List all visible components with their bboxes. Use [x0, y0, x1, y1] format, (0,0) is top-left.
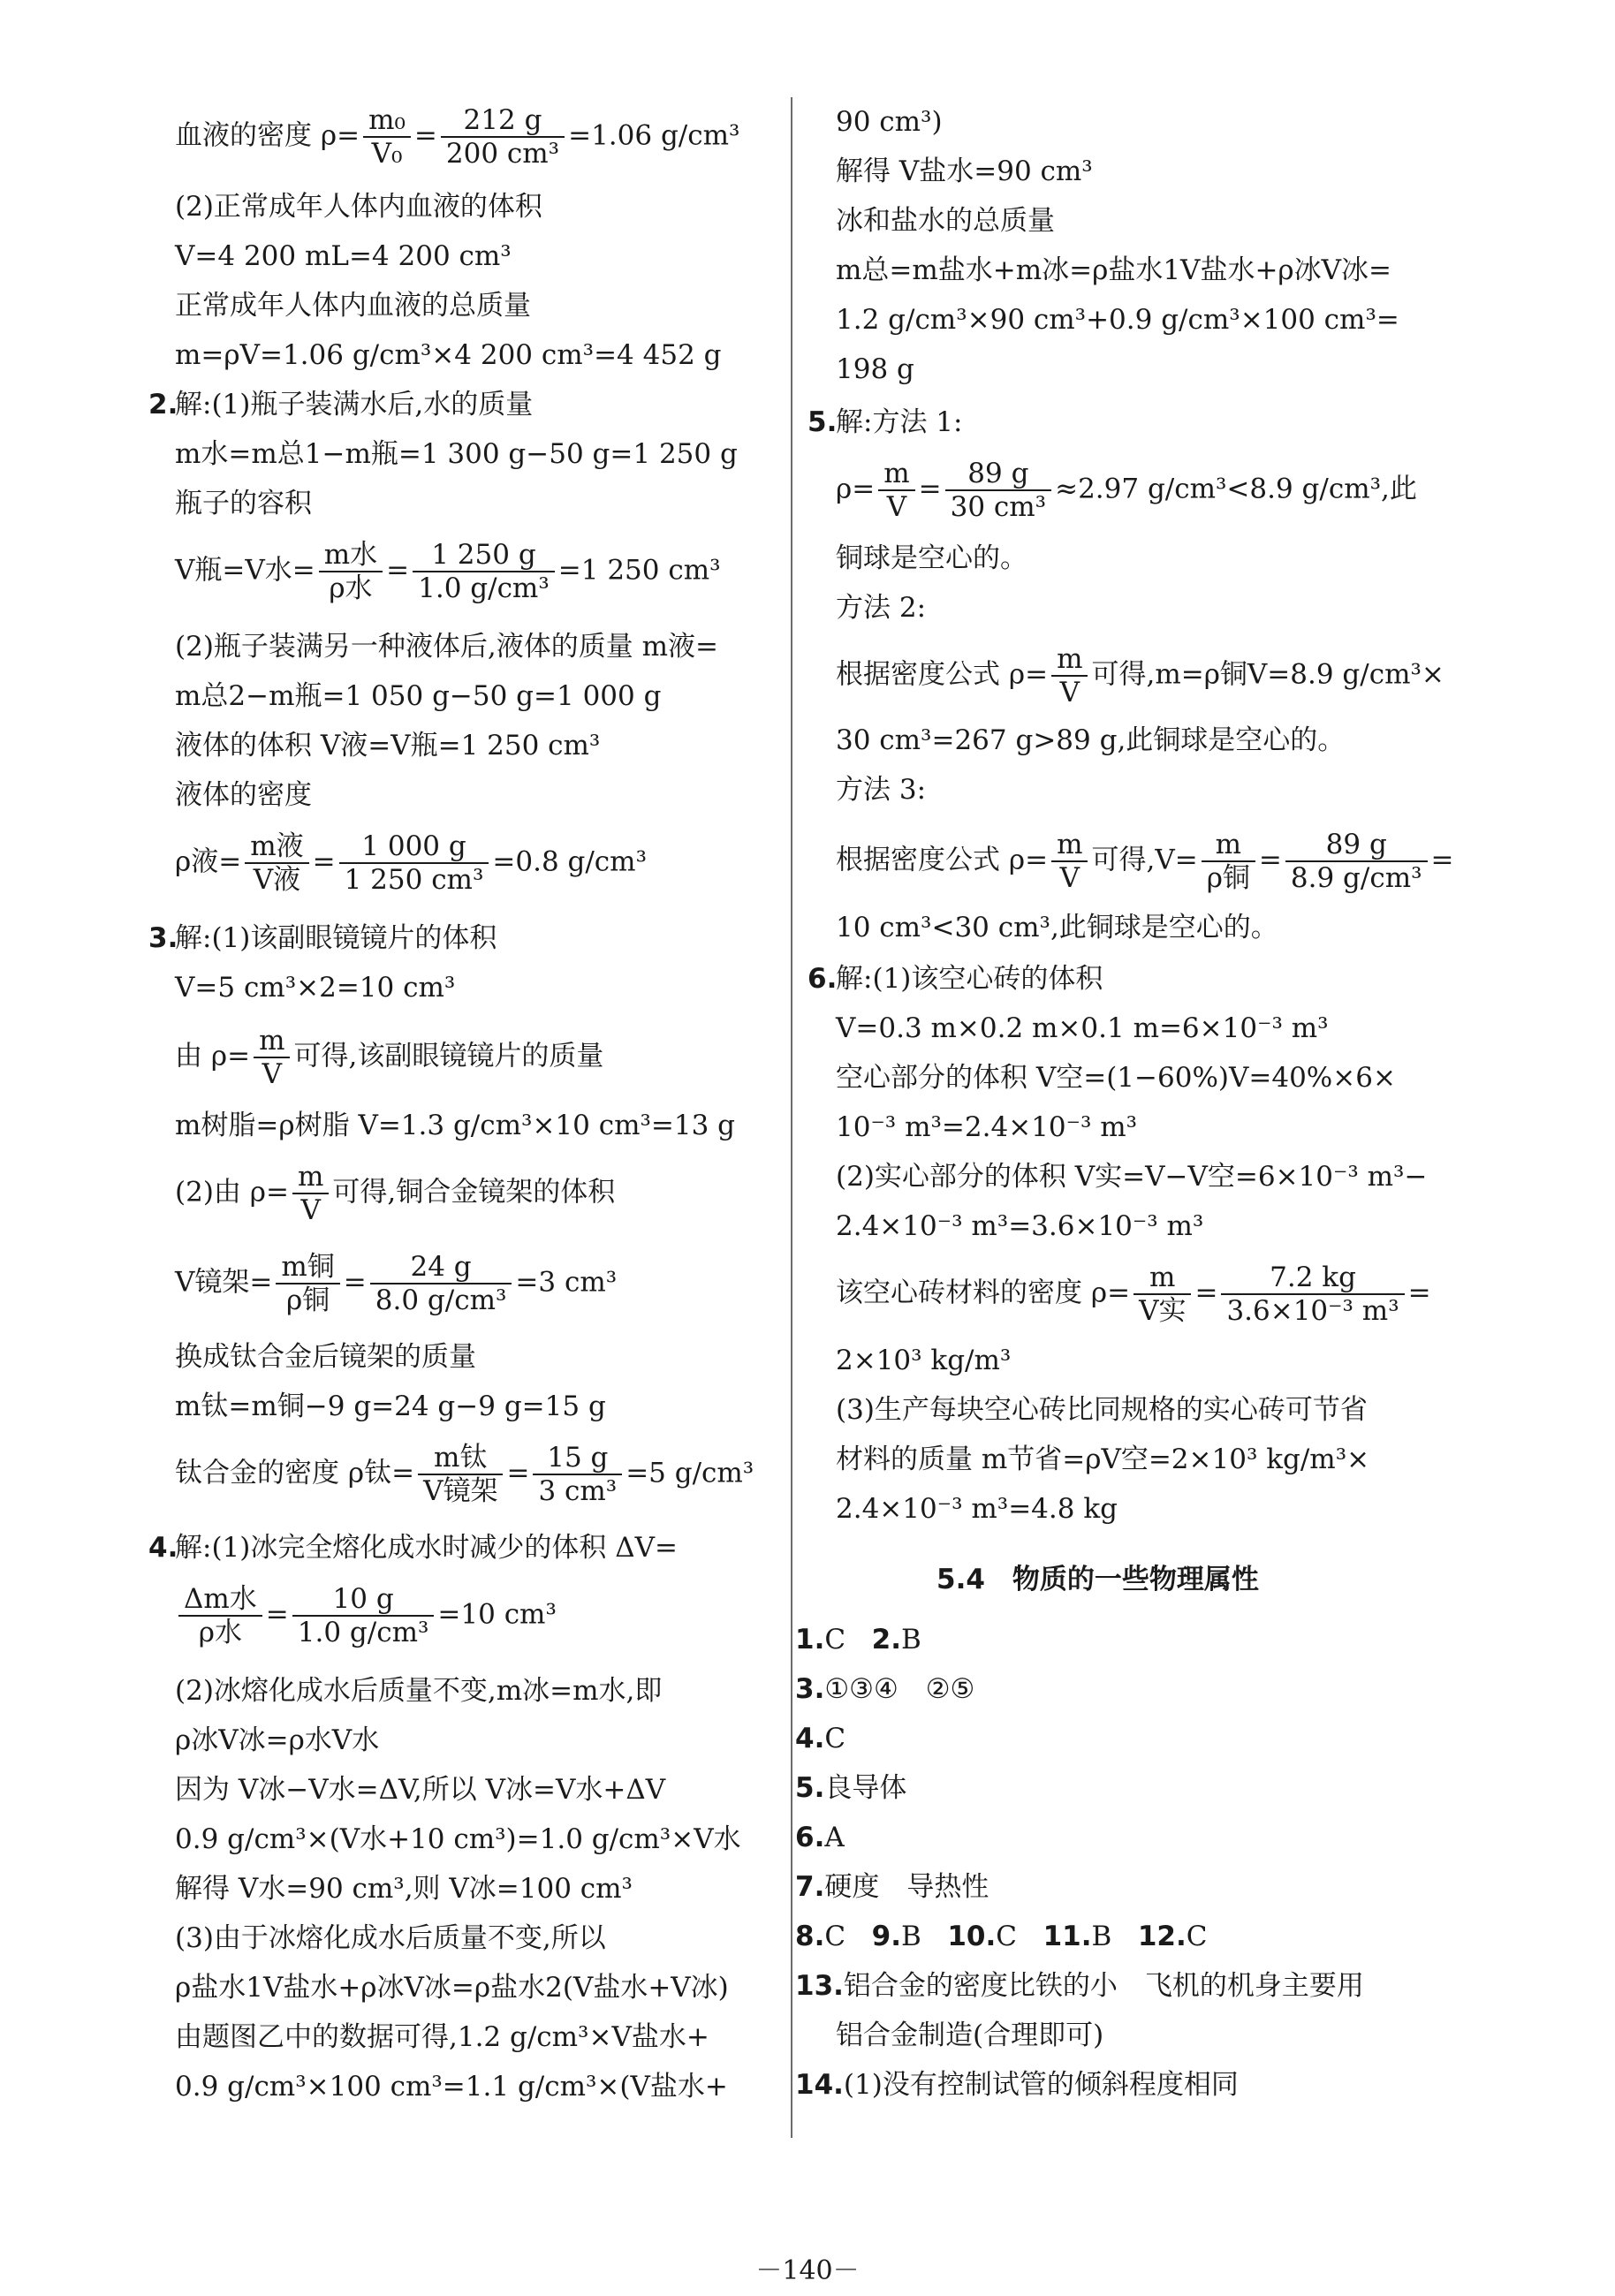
answer-line: 铝合金制造(合理即可) — [836, 2019, 1104, 2051]
fraction — [533, 1442, 622, 1507]
fraction — [1221, 1262, 1404, 1327]
answer-line: (2)瓶子装满另一种液体后,液体的质量 m液= — [175, 631, 718, 663]
answer-line: (2)实心部分的体积 V实=V−V空=6×10⁻³ m³− — [836, 1161, 1428, 1193]
numerator: m₀ — [363, 104, 411, 138]
denominator: V — [1059, 862, 1080, 894]
text: 可得,该副眼镜镜片的质量 — [293, 1040, 604, 1072]
question-number: 10. — [947, 1921, 997, 1952]
answer-line: (3)由于冰熔化成水后质量不变,所以 — [175, 1922, 606, 1954]
numerator: m水 — [319, 539, 383, 572]
answer-line: 因为 V冰−V水=ΔV,所以 V冰=V水+ΔV — [175, 1774, 666, 1806]
question-number: 6. — [808, 963, 838, 995]
answer-line: 解:(1)冰完全熔化成水时减少的体积 ΔV= — [175, 1532, 678, 1564]
numerator: 1 250 g — [413, 539, 555, 572]
answer-line: 2.4×10⁻³ m³=4.8 kg — [836, 1493, 1118, 1525]
text: V瓶=V水= — [175, 554, 315, 587]
text: 根据密度公式 ρ= — [836, 658, 1049, 691]
answer-line: 10⁻³ m³=2.4×10⁻³ m³ — [836, 1111, 1138, 1143]
answer-line: 解:(1)瓶子装满水后,水的质量 — [175, 389, 534, 421]
answer-line: 冰和盐水的总质量 — [836, 205, 1055, 237]
denominator: ρ水 — [198, 1617, 243, 1648]
answer-14 — [795, 2067, 1239, 2103]
question-number: 8. — [795, 1921, 825, 1952]
question-number: 5. — [795, 1772, 825, 1804]
numerator: 15 g — [533, 1442, 622, 1475]
denominator: 1.0 g/cm³ — [418, 572, 550, 604]
fraction — [245, 830, 308, 896]
denominator: 8.9 g/cm³ — [1290, 862, 1422, 894]
numerator: m铜 — [276, 1251, 339, 1284]
answer-line: 解得 V水=90 cm³,则 V冰=100 cm³ — [175, 1873, 633, 1905]
answer-5 — [795, 1770, 906, 1806]
numerator: 1 000 g — [339, 830, 489, 864]
answer: (1)没有控制试管的倾斜程度相同 — [843, 2069, 1239, 2101]
answer-line: 解:(1)该副眼镜镜片的体积 — [175, 922, 497, 954]
bottle-volume-line — [175, 539, 721, 604]
answer-line: m总2−m瓶=1 050 g−50 g=1 000 g — [175, 680, 662, 712]
page-number: －140－ — [755, 2255, 860, 2286]
answer: C — [996, 1921, 1018, 1952]
answer: C — [824, 1624, 846, 1656]
method1-density-line — [836, 458, 1417, 523]
answer-line: V=5 cm³×2=10 cm³ — [175, 972, 456, 1004]
fraction — [1051, 643, 1088, 709]
answer-line: 0.9 g/cm³×100 cm³=1.1 g/cm³×(V盐水+ — [175, 2071, 728, 2103]
answer: C — [824, 1723, 846, 1754]
denominator: 3 cm³ — [538, 1475, 618, 1507]
answer-line: 换成钛合金后镜架的质量 — [175, 1341, 476, 1373]
numerator: Δm水 — [178, 1583, 262, 1617]
question-number: 3. — [148, 922, 178, 954]
text: 可得,铜合金镜架的体积 — [332, 1176, 616, 1209]
denominator: 30 cm³ — [950, 491, 1047, 523]
text: =5 g/cm³ — [626, 1457, 754, 1489]
answer-line: (2)正常成年人体内血液的体积 — [175, 191, 542, 223]
answer-line: 空心部分的体积 V空=(1−60%)V=40%×6× — [836, 1062, 1396, 1094]
numerator: m钛 — [418, 1442, 503, 1475]
answer-4 — [795, 1721, 845, 1756]
text: 可得,m=ρ铜V=8.9 g/cm³× — [1091, 658, 1444, 691]
denominator: V — [886, 491, 907, 523]
volume-change-line — [175, 1583, 557, 1648]
denominator: 1 250 cm³ — [344, 864, 484, 896]
fraction — [1202, 829, 1255, 894]
answers-1-2 — [795, 1622, 921, 1657]
formula-line — [175, 1161, 615, 1226]
answer-line: m树脂=ρ树脂 V=1.3 g/cm³×10 cm³=13 g — [175, 1110, 736, 1141]
answer-line: 2.4×10⁻³ m³=3.6×10⁻³ m³ — [836, 1210, 1204, 1242]
text: = — [918, 473, 942, 505]
answer: C — [1186, 1921, 1208, 1952]
answer-line: 正常成年人体内血液的总质量 — [175, 290, 531, 322]
denominator: V — [300, 1194, 321, 1226]
denominator: V实 — [1139, 1295, 1187, 1327]
question-number: 11. — [1043, 1921, 1092, 1952]
answer-line: 液体的密度 — [175, 779, 312, 811]
numerator: 10 g — [292, 1583, 435, 1617]
question-number: 13. — [795, 1970, 844, 2002]
denominator: ρ水 — [329, 572, 373, 604]
text: ρ液= — [175, 845, 242, 878]
question-number: 9. — [871, 1921, 902, 1952]
numerator: m — [254, 1025, 290, 1058]
answer-line: 液体的体积 V液=V瓶=1 250 cm³ — [175, 730, 601, 762]
answer: C — [824, 1921, 846, 1952]
text: V镜架= — [175, 1266, 273, 1299]
denominator: V镜架 — [423, 1475, 498, 1507]
liquid-density-line — [175, 830, 647, 896]
brick-density-line — [836, 1262, 1431, 1327]
fraction — [339, 830, 489, 896]
text: = — [386, 554, 410, 587]
text: =3 cm³ — [515, 1266, 618, 1299]
answer-line: 解:方法 1: — [836, 406, 963, 438]
answer: ①③④ ②⑤ — [824, 1673, 975, 1705]
question-number: 3. — [795, 1673, 825, 1705]
fraction — [878, 458, 914, 523]
numerator: m — [878, 458, 914, 491]
text: = — [506, 1457, 530, 1489]
text: = — [312, 845, 336, 878]
denominator: 8.0 g/cm³ — [375, 1284, 507, 1316]
answer-line: V=4 200 mL=4 200 cm³ — [175, 240, 512, 272]
answer-line: 解:(1)该空心砖的体积 — [836, 963, 1103, 995]
answer-line: m总=m盐水+m冰=ρ盐水1V盐水+ρ冰V冰= — [836, 254, 1392, 286]
answer: B — [901, 1921, 921, 1952]
answer-line: 方法 2: — [836, 592, 927, 624]
answer: B — [901, 1624, 921, 1656]
text: 钛合金的密度 ρ钛= — [175, 1457, 415, 1489]
fraction — [363, 104, 411, 170]
answer-line: 2×10³ kg/m³ — [836, 1345, 1012, 1376]
text: ρ= — [836, 473, 876, 505]
text: 根据密度公式 ρ= — [836, 844, 1049, 876]
denominator: 3.6×10⁻³ m³ — [1226, 1295, 1399, 1327]
denominator: 200 cm³ — [445, 138, 560, 170]
numerator: 7.2 kg — [1221, 1262, 1404, 1295]
fraction — [319, 539, 383, 604]
answer-line: 10 cm³<30 cm³,此铜球是空心的。 — [836, 912, 1278, 943]
fraction — [292, 1161, 329, 1226]
method2-line — [836, 643, 1444, 709]
fraction — [1051, 829, 1088, 894]
answer: 硬度 导热性 — [824, 1871, 989, 1903]
answer-line: 1.2 g/cm³×90 cm³+0.9 g/cm³×100 cm³= — [836, 304, 1399, 336]
answer-line: 198 g — [836, 353, 914, 385]
answer-3 — [795, 1671, 974, 1707]
question-number: 6. — [795, 1822, 825, 1853]
numerator: m液 — [245, 830, 308, 864]
question-number: 5. — [808, 406, 838, 438]
blood-density-line — [175, 104, 739, 170]
denominator: V — [262, 1058, 282, 1090]
answer-line: m=ρV=1.06 g/cm³×4 200 cm³=4 452 g — [175, 339, 722, 371]
question-number: 1. — [795, 1624, 825, 1656]
answer-line: V=0.3 m×0.2 m×0.1 m=6×10⁻³ m³ — [836, 1012, 1329, 1044]
fraction — [1134, 1262, 1191, 1327]
answer-line: ρ冰V冰=ρ水V水 — [175, 1724, 380, 1756]
question-number: 12. — [1137, 1921, 1187, 1952]
text: = — [343, 1266, 367, 1299]
denominator: V — [1059, 677, 1080, 709]
text: 该空心砖材料的密度 ρ= — [836, 1277, 1131, 1309]
text: = — [413, 119, 437, 152]
text: = — [1258, 844, 1282, 876]
answer-line: 材料的质量 m节省=ρV空=2×10³ kg/m³× — [836, 1444, 1370, 1475]
question-number: 7. — [795, 1871, 825, 1903]
answer-line: m水=m总1−m瓶=1 300 g−50 g=1 250 g — [175, 438, 738, 470]
fraction — [418, 1442, 503, 1507]
fraction — [276, 1251, 339, 1316]
answer-line: 由题图乙中的数据可得,1.2 g/cm³×V盐水+ — [175, 2021, 709, 2053]
question-number: 2. — [871, 1624, 902, 1656]
denominator: V液 — [253, 864, 301, 896]
text: =1 250 cm³ — [557, 554, 721, 587]
numerator: m — [292, 1161, 329, 1194]
question-number: 14. — [795, 2069, 844, 2101]
fraction — [178, 1583, 262, 1648]
answer-line: 解得 V盐水=90 cm³ — [836, 155, 1093, 187]
text: = — [1407, 1277, 1431, 1309]
denominator: ρ铜 — [285, 1284, 330, 1316]
numerator: 24 g — [370, 1251, 512, 1284]
answer-line: 铜球是空心的。 — [836, 542, 1027, 574]
fraction — [370, 1251, 512, 1316]
question-number: 4. — [795, 1723, 825, 1754]
text: (2)由 ρ= — [175, 1176, 289, 1209]
column-divider — [791, 97, 792, 2138]
answer: 铝合金的密度比铁的小 飞机的机身主要用 — [843, 1970, 1364, 2002]
numerator: 89 g — [1285, 829, 1428, 862]
numerator: m — [1202, 829, 1255, 862]
answer: A — [824, 1822, 845, 1853]
text: ≈2.97 g/cm³<8.9 g/cm³,此 — [1055, 473, 1417, 505]
text: 血液的密度 ρ= — [175, 119, 360, 152]
denominator: V₀ — [371, 138, 403, 170]
formula-line — [175, 1025, 603, 1090]
text: =10 cm³ — [437, 1598, 557, 1631]
section-title: 5.4 物质的一些物理属性 — [936, 1564, 1259, 1595]
answer-line: m钛=m铜−9 g=24 g−9 g=15 g — [175, 1390, 606, 1422]
denominator: 1.0 g/cm³ — [297, 1617, 429, 1648]
numerator: m — [1051, 829, 1088, 862]
numerator: 212 g — [441, 104, 565, 138]
fraction — [945, 458, 1052, 523]
question-number: 4. — [148, 1532, 178, 1564]
fraction — [292, 1583, 435, 1648]
answer-7 — [795, 1869, 989, 1905]
fraction — [441, 104, 565, 170]
text: = — [1430, 844, 1454, 876]
answer-line: 30 cm³=267 g>89 g,此铜球是空心的。 — [836, 724, 1346, 756]
answer-line: 90 cm³) — [836, 106, 943, 138]
text: =1.06 g/cm³ — [568, 119, 740, 152]
answer-line: ρ盐水1V盐水+ρ冰V冰=ρ盐水2(V盐水+V冰) — [175, 1972, 729, 2004]
text: =0.8 g/cm³ — [492, 845, 647, 878]
answers-8-12 — [795, 1919, 1208, 1954]
answer-6 — [795, 1820, 845, 1855]
numerator: m — [1051, 643, 1088, 677]
answer-line: (3)生产每块空心砖比同规格的实心砖可节省 — [836, 1394, 1368, 1426]
answer: 良导体 — [824, 1772, 907, 1804]
answer-line: 方法 3: — [836, 774, 927, 806]
text: 可得,V= — [1091, 844, 1198, 876]
text: = — [265, 1598, 289, 1631]
fraction — [1285, 829, 1428, 894]
numerator: m — [1134, 1262, 1191, 1295]
answer-line: (2)冰熔化成水后质量不变,m冰=m水,即 — [175, 1675, 663, 1707]
denominator: ρ铜 — [1206, 862, 1250, 894]
frame-volume-line — [175, 1251, 617, 1316]
fraction — [413, 539, 555, 604]
method3-line — [836, 829, 1454, 894]
answer: B — [1091, 1921, 1112, 1952]
question-number: 2. — [148, 389, 178, 421]
fraction — [254, 1025, 290, 1090]
text: = — [1194, 1277, 1218, 1309]
answer-13 — [795, 1968, 1364, 2004]
answer-line: 0.9 g/cm³×(V水+10 cm³)=1.0 g/cm³×V水 — [175, 1823, 741, 1855]
answer-line: 瓶子的容积 — [175, 488, 312, 519]
titanium-density-line — [175, 1442, 754, 1507]
numerator: 89 g — [945, 458, 1052, 491]
text: 由 ρ= — [175, 1040, 251, 1072]
